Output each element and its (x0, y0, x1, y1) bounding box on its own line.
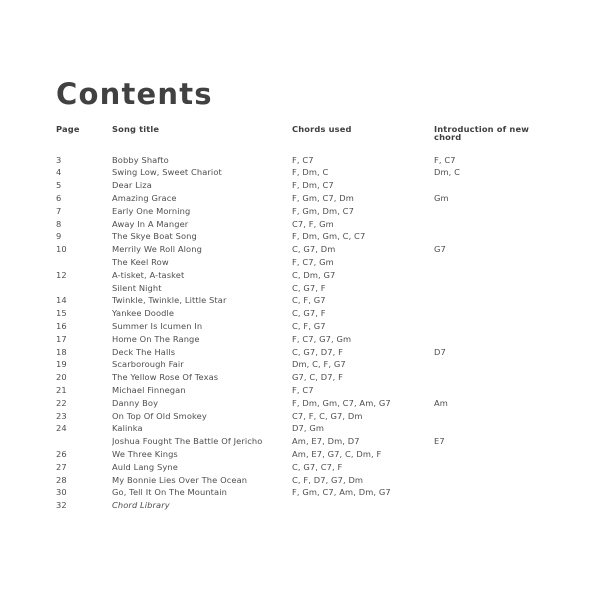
table-row[interactable] (56, 486, 556, 499)
cell-song-title: Auld Lang Syne (112, 461, 178, 472)
table-row[interactable] (56, 243, 556, 256)
cell-song-title: Amazing Grace (112, 192, 177, 203)
cell-new-chord (434, 410, 556, 423)
cell-page-number: 16 (56, 320, 67, 331)
cell-song-title: Joshua Fought The Battle Of Jericho (112, 436, 263, 447)
column-header-introduction: Introduction of new chord (434, 124, 530, 143)
cell-song-title: Deck The Halls (112, 346, 176, 357)
cell-chords-used: Am, E7, G7, C, Dm, F (292, 448, 382, 459)
cell-chords-used: C, G7, F (292, 282, 326, 293)
cell-chords-used: G7, C, D7, F (292, 372, 343, 383)
cell-song-title: Danny Boy (112, 397, 159, 408)
table-row[interactable] (56, 294, 556, 307)
cell-chords-used: C, F, G7 (292, 320, 326, 331)
table-row[interactable] (56, 320, 556, 333)
cell-chords-used: C, F, G7 (292, 295, 326, 306)
table-row[interactable] (56, 256, 556, 269)
table-row[interactable] (56, 307, 556, 320)
cell-new-chord (434, 179, 556, 192)
cell-new-chord (434, 282, 556, 295)
cell-new-chord (434, 422, 556, 435)
cell-song-title: Bobby Shafto (112, 154, 169, 165)
cell-page-number: 4 (56, 167, 62, 178)
cell-chords-used: C7, F, C, G7, Dm (292, 410, 363, 421)
cell-page-number: 5 (56, 180, 62, 191)
cell-chords-used: C, G7, F (292, 308, 326, 319)
cell-page-number (56, 435, 112, 448)
cell-song-title: The Skye Boat Song (112, 231, 197, 242)
cell-chords-used: F, C7, Gm (292, 256, 334, 267)
cell-new-chord: G7 (434, 244, 446, 255)
cell-song-title: Go, Tell It On The Mountain (112, 487, 227, 498)
cell-chords-used: Dm, C, F, G7 (292, 359, 346, 370)
cell-new-chord (434, 384, 556, 397)
cell-song-title: We Three Kings (112, 448, 178, 459)
cell-chords-used: C7, F, Gm (292, 218, 334, 229)
table-row[interactable] (56, 410, 556, 423)
cell-song-title: The Yellow Rose Of Texas (112, 372, 219, 383)
cell-page-number: 17 (56, 333, 67, 344)
cell-chords-used: C, G7, C7, F (292, 461, 343, 472)
cell-chords-used: F, Dm, C (292, 167, 329, 178)
cell-new-chord (434, 486, 556, 499)
cell-song-title: Twinkle, Twinkle, Little Star (112, 295, 227, 306)
contents-table (56, 125, 556, 512)
page-title: Contents (56, 77, 213, 111)
table-row[interactable] (56, 269, 556, 282)
cell-chords-used: F, Dm, Gm, C7, Am, G7 (292, 397, 391, 408)
cell-song-title: Away In A Manger (112, 218, 189, 229)
cell-new-chord (434, 269, 556, 282)
cell-page-number: 19 (56, 359, 67, 370)
cell-new-chord (434, 205, 556, 218)
table-row[interactable] (56, 282, 556, 295)
cell-new-chord (434, 218, 556, 231)
cell-page-number: 7 (56, 205, 62, 216)
table-row[interactable] (56, 230, 556, 243)
table-row[interactable] (56, 435, 556, 448)
cell-chords-used: F, C7 (292, 154, 314, 165)
cell-song-title: Yankee Doodle (112, 308, 175, 319)
table-row[interactable] (56, 218, 556, 231)
table-row[interactable] (56, 333, 556, 346)
cell-page-number: 23 (56, 410, 67, 421)
cell-page-number: 15 (56, 308, 67, 319)
cell-song-title: Silent Night (112, 282, 162, 293)
table-row[interactable] (56, 166, 556, 179)
table-row[interactable] (56, 346, 556, 359)
cell-page-number: 9 (56, 231, 62, 242)
cell-song-title: Summer Is Icumen In (112, 320, 203, 331)
cell-new-chord (434, 448, 556, 461)
cell-chords-used: C, Dm, G7 (292, 269, 336, 280)
cell-new-chord (434, 371, 556, 384)
table-row[interactable] (56, 397, 556, 410)
cell-song-title: Chord Library (112, 500, 170, 511)
table-of-contents (56, 125, 556, 512)
column-header-song-title: Song title (112, 124, 160, 134)
table-row[interactable] (56, 461, 556, 474)
cell-page-number: 3 (56, 154, 62, 165)
cell-new-chord (434, 230, 556, 243)
cell-song-title: Scarborough Fair (112, 359, 184, 370)
table-row[interactable] (56, 371, 556, 384)
cell-song-title: A-tisket, A-tasket (112, 269, 185, 280)
cell-chords-used: F, C7 (292, 384, 314, 395)
cell-page-number: 21 (56, 384, 67, 395)
cell-chords-used: Am, E7, Dm, D7 (292, 436, 360, 447)
table-body (56, 154, 556, 512)
cell-song-title: Swing Low, Sweet Chariot (112, 167, 222, 178)
cell-page-number: 26 (56, 448, 67, 459)
cell-song-title: Merrily We Roll Along (112, 244, 202, 255)
cell-new-chord: F, C7 (434, 154, 456, 165)
cell-page-number: 14 (56, 295, 67, 306)
cell-song-title: Kalinka (112, 423, 143, 434)
cell-new-chord (434, 307, 556, 320)
table-row[interactable] (56, 205, 556, 218)
table-row[interactable] (56, 179, 556, 192)
table-row[interactable] (56, 499, 556, 512)
cell-page-number: 18 (56, 346, 67, 357)
cell-song-title: Michael Finnegan (112, 384, 186, 395)
cell-chords-used: F, Dm, C7 (292, 180, 334, 191)
cell-song-title: Dear Liza (112, 180, 152, 191)
cell-new-chord: E7 (434, 436, 445, 447)
cell-page-number: 30 (56, 487, 67, 498)
cell-page-number (56, 256, 112, 269)
cell-chords-used: F, Dm, Gm, C, C7 (292, 231, 366, 242)
cell-chords-used: F, C7, G7, Gm (292, 333, 352, 344)
cell-new-chord (434, 499, 556, 512)
cell-chords-used: D7, Gm (292, 423, 325, 434)
cell-page-number: 28 (56, 474, 67, 485)
cell-new-chord (434, 474, 556, 487)
cell-chords-used: F, Gm, C7, Am, Dm, G7 (292, 487, 391, 498)
cell-new-chord: Dm, C (434, 167, 461, 178)
table-row[interactable] (56, 384, 556, 397)
table-row[interactable] (56, 154, 556, 167)
cell-page-number (56, 282, 112, 295)
cell-chords-used: F, Gm, Dm, C7 (292, 205, 354, 216)
cell-song-title: The Keel Row (112, 256, 169, 267)
cell-page-number: 20 (56, 372, 67, 383)
table-row[interactable] (56, 474, 556, 487)
column-header-page: Page (56, 124, 80, 134)
cell-page-number: 8 (56, 218, 62, 229)
cell-new-chord: Gm (434, 192, 449, 203)
cell-new-chord: D7 (434, 346, 446, 357)
table-row[interactable] (56, 358, 556, 371)
cell-chords-used: F, Gm, C7, Dm (292, 192, 354, 203)
cell-page-number: 24 (56, 423, 67, 434)
cell-new-chord (434, 320, 556, 333)
cell-song-title: On Top Of Old Smokey (112, 410, 207, 421)
cell-new-chord: Am (434, 397, 448, 408)
cell-new-chord (434, 461, 556, 474)
cell-chords-used: C, G7, Dm (292, 244, 336, 255)
cell-song-title: Early One Morning (112, 205, 191, 216)
cell-page-number: 27 (56, 461, 67, 472)
cell-chords-used (292, 499, 434, 512)
header-row (56, 125, 556, 154)
cell-song-title: My Bonnie Lies Over The Ocean (112, 474, 248, 485)
table-row[interactable] (56, 192, 556, 205)
cell-page-number: 10 (56, 244, 67, 255)
cell-new-chord (434, 333, 556, 346)
cell-page-number: 22 (56, 397, 67, 408)
cell-new-chord (434, 358, 556, 371)
cell-new-chord (434, 256, 556, 269)
table-header (56, 125, 556, 154)
cell-page-number: 6 (56, 192, 62, 203)
cell-chords-used: C, G7, D7, F (292, 346, 343, 357)
table-row[interactable] (56, 422, 556, 435)
column-header-chords-used: Chords used (292, 124, 352, 134)
cell-page-number: 12 (56, 269, 67, 280)
cell-chords-used: C, F, D7, G7, Dm (292, 474, 364, 485)
cell-song-title: Home On The Range (112, 333, 200, 344)
table-row[interactable] (56, 448, 556, 461)
cell-new-chord (434, 294, 556, 307)
cell-page-number: 32 (56, 500, 67, 511)
